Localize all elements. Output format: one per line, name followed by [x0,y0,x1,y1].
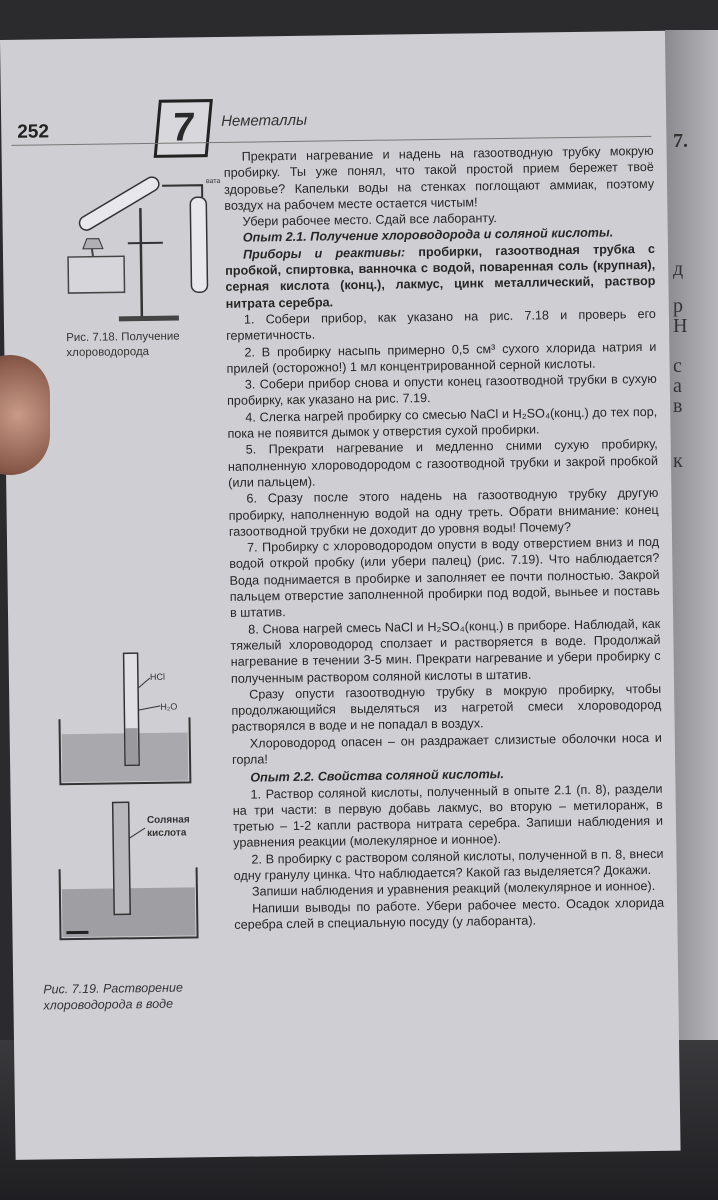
thumb [0,355,50,475]
intro-paragraph-2: Убери рабочее место. Сдай все лаборанту. [242,211,497,229]
step-1: 1. Собери прибор, как указано на рис. 7.18 и проверь его герметичность. [226,306,656,344]
step-4: 4. Слегка нагрей пробирку со смесью NaCl и H₂SO₄(конц.) до тех пор, пока не появится дымок у отверстия сухой пробирки. [227,404,658,441]
exp-2-2-step-2: 2. В пробирку с раствором соляной кислоты, полученной в п. 8, внеси одну гранулу цинка. Что наблюдается? Какой газ выделяется? Докажи. [233,846,664,883]
main-text [224,143,665,933]
exp-2-2-step-1: 1. Раствор соляной кислоты, полученный в опыте 2.1 (п. 8), раздели на три части: в первую добавь лакмус, во вторую – метилоранж, в третью – 1-2 капли раствора нитрата серебра. Запиши наблюдения и уравнения реакции (молекулярное и ионное). [232,781,664,851]
next-page-glyph: д [673,258,684,280]
step-3: 3. Собери прибор снова и опусти конец газоотводной трубки в сухую пробирку, как указано на рис. 7.19. [226,372,657,409]
acid-label: Соляная кислота [146,814,190,840]
next-page-glyph: в [673,395,683,417]
step-8-continued: Сразу опусти газоотводную трубку в мокрую пробирку, чтобы продолжающийся выделяться из нагретой смеси хлороводород растворялся в воде и не попадал в воздух. [231,681,662,735]
next-page-glyph: р [673,295,683,317]
step-6: 6. Сразу после этого надень на газоотводную трубку другую пробирку, наполненную водой на одну треть. Обрати внимание: конец газоотводной трубки не доходит до уровня воды! Почему? [228,486,659,539]
figure-7-19-top-apparatus [54,647,206,794]
textbook-page [0,31,684,1160]
hcl-label: HCl [149,671,165,682]
next-page-glyph: к [673,450,683,472]
chapter-title: Неметаллы [221,111,308,130]
materials-list: пробирки, газоотводная трубка с пробкой, спиртовка, ванночка с водой, поваренная соль (крупная), серная кислота (конц.), лакмус, цинк металлический, раствор нитрата серебра. [225,241,656,311]
step-8: 8. Снова нагрей смесь NaCl и H₂SO₄(конц.) в приборе. Наблюдай, как тяжелый хлороводород сползает и растворяется в воде. Продолжай нагревание в течении 3-5 мин. Прекрати нагревание и убери пробирку с полученным раствором соляной кислоты в штатив. [230,616,661,686]
experiment-2-1-title: Опыт 2.1. Получение хлороводорода и соляной кислоты. [242,225,614,246]
next-page-glyph: с [673,355,682,377]
step-5: 5. Прекрати нагревание и медленно сними сухую пробирку, наполненную хлороводородом с газоотводной трубки и закрой пробкой (или пальцем). [227,437,659,490]
page-number: 252 [17,121,50,143]
chapter-number-box: 7 [154,99,213,158]
step-7: 7. Пробирку с хлороводородом опусти в воду отверстием вниз и под водой открой пробку (или убери палец) (рис. 7.19). Что наблюдается? Вода поднимается в пробирке и заполняет ее почти полностью. Закрой пальцем отверстие заполненной пробирки под водой, выньее и поставь в штатив. [229,534,660,621]
next-page-glyph: а [673,375,682,397]
intro-paragraph: Прекрати нагревание и надень на газоотводную трубку мокрую пробирку. Ты уже понял, что такой простой прием бережет твоё здоровье? Капельки воды на стенках поглощают аммиак, поэтому воздух на рабочем месте остается чистым! [223,143,655,213]
conclusion: Напиши выводы по работе. Убери рабочее место. Осадок хлорида серебра слей в специальную посуду (у лаборанта). [234,895,665,932]
figure-7-18-apparatus [62,167,224,329]
figure-7-19-caption: Рис. 7.19. Растворение хлороводорода в воде [43,980,183,1013]
h2o-label: H₂O [160,701,178,712]
materials-label: Приборы и реактивы: [242,245,406,262]
cotton-label: вата [205,177,221,186]
experiment-2-2-title: Опыт 2.2. Свойства соляной кислоты. [250,767,505,785]
exp-2-2-notes: Запиши наблюдения и уравнения реакций (молекулярное и ионное). [251,879,656,899]
safety-warning: Хлороводород опасен – он раздражает слизистые оболочки носа и горла! [231,730,662,767]
experiment-2-1-materials [225,241,656,312]
figure-7-18-caption: Рис. 7.18. Получение хлороводорода [66,330,180,360]
step-2: 2. В пробирку насыпь примерно 0,5 см³ сухого хлорида натрия и прилей (осторожно!) 1 мл концентрированной серной кислоты. [226,339,657,376]
next-page-glyph: Н [673,315,688,337]
next-page-glyph: 7. [673,130,688,152]
